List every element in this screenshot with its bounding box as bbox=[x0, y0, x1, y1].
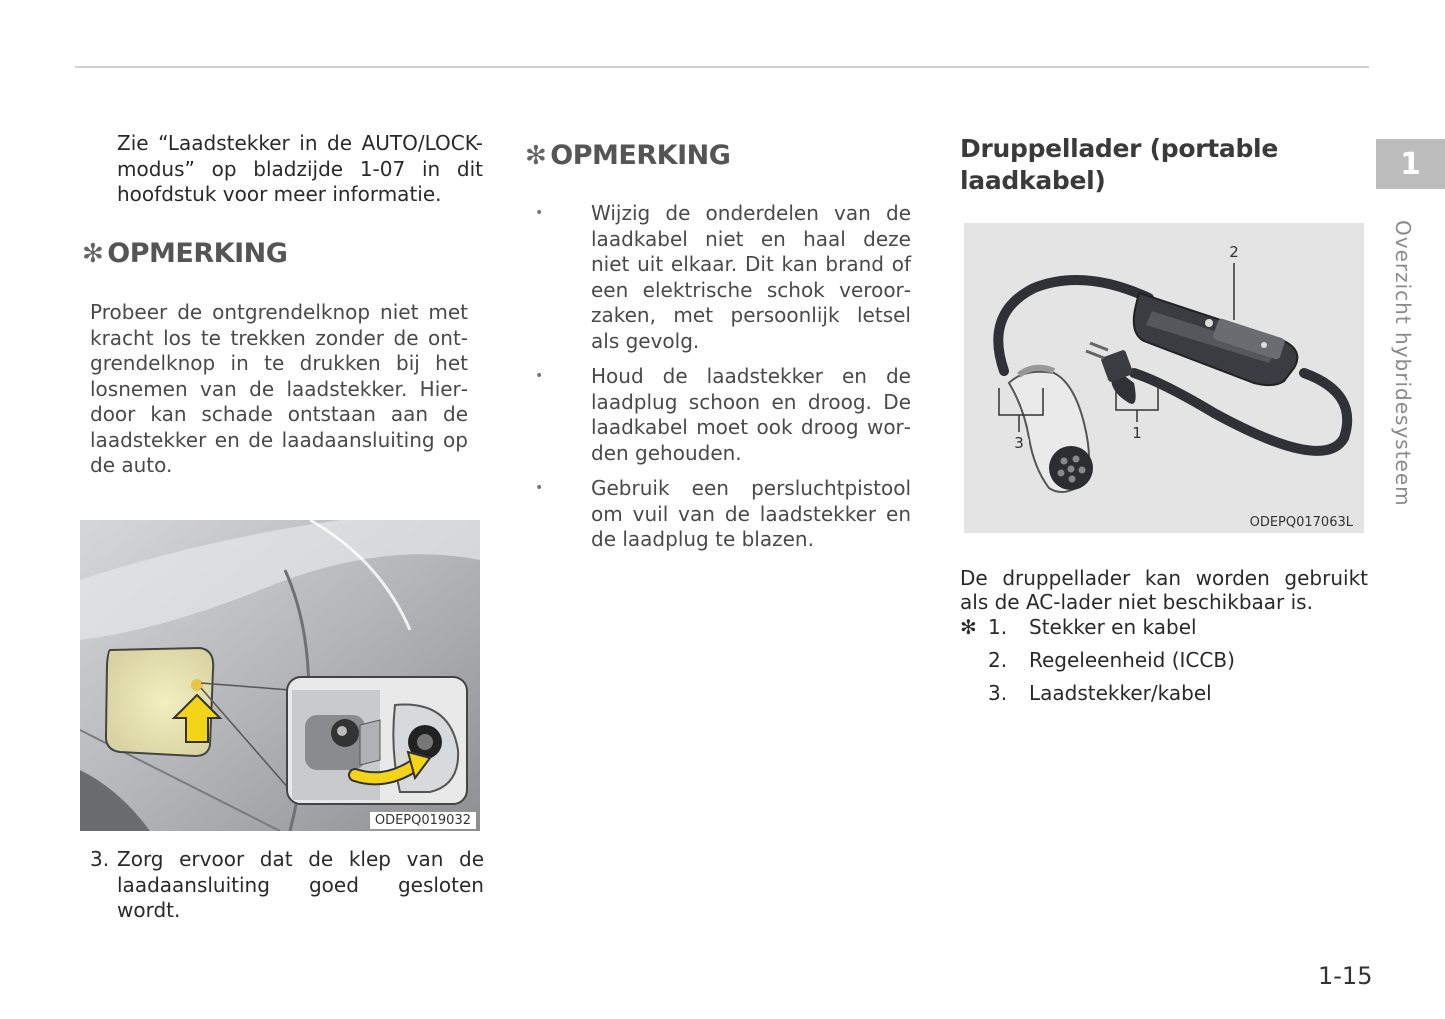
asterisk-icon: ✻ bbox=[82, 238, 104, 269]
list-item: 2. Regeleenheid (ICCB) bbox=[988, 648, 1235, 672]
step-number: 3. bbox=[90, 847, 110, 871]
note-text-1: Probeer de ontgrendelknop niet met kracht los te trekken zonder de ontgrendelknop in te drukken bij het losnemen van de laadstekker. Hierdoor kan schade ontstaan aan de laadstekker en de laadaansluiting op de auto. bbox=[90, 300, 468, 477]
list-item: • Gebruik een persluchtpistool om vuil van de laadstekker en de laadplug te blazen. bbox=[535, 476, 911, 551]
charge-port-figure bbox=[80, 520, 480, 831]
list-item: 3. Laadstekker/kabel bbox=[988, 681, 1212, 705]
list-item: • Wijzig de onderdelen van de laadkabel niet en haal deze niet uit elkaar. Dit kan brand of een elektrische schok veroorzaken, met persoonlijk letsel als gevolg. bbox=[535, 201, 911, 353]
figure-code-1: ODEPQ019032 bbox=[370, 812, 476, 829]
callout-3: 3 bbox=[1014, 434, 1024, 452]
parts-list bbox=[960, 615, 1360, 714]
car-charge-port-illustration bbox=[80, 520, 480, 831]
list-item: • Houd de laadstekker en de laadplug schoon en droog. De laadkabel moet ook droog worden gehouden. bbox=[535, 364, 911, 465]
note-heading-2 bbox=[525, 140, 915, 171]
note-title: OPMERKING bbox=[107, 238, 288, 269]
callout-1: 1 bbox=[1132, 424, 1142, 442]
bullet-icon: • bbox=[535, 368, 544, 384]
figure-code-2: ODEPQ017063L bbox=[1245, 514, 1358, 531]
note-bullets bbox=[525, 201, 911, 563]
section-heading: Druppellader (portable laadkabel) bbox=[960, 134, 1278, 195]
note-title-2: OPMERKING bbox=[550, 140, 731, 171]
chapter-title: Overzicht hybridesysteem bbox=[1391, 220, 1415, 507]
intro-paragraph: Zie “Laadstekker in de AUTO/LOCK-modus” op bladzijde 1-07 in dit hoofdstuk voor meer informatie. bbox=[117, 131, 483, 206]
chapter-tab: 1 bbox=[1376, 139, 1445, 189]
bullet-icon: • bbox=[535, 480, 544, 496]
bullet-icon: • bbox=[535, 205, 544, 221]
callout-2: 2 bbox=[1229, 243, 1239, 261]
portable-charger-figure bbox=[964, 223, 1364, 533]
header-rule bbox=[75, 66, 1369, 68]
note-block-2 bbox=[525, 140, 915, 171]
asterisk-icon: ✻ bbox=[960, 615, 977, 639]
page-number: 1-15 bbox=[1318, 962, 1373, 990]
portable-charger-illustration bbox=[964, 223, 1364, 533]
description-paragraph: De druppellader kan worden gebruikt als de AC-lader niet beschikbaar is. bbox=[960, 566, 1368, 614]
note-block-1 bbox=[82, 238, 482, 269]
step-text: Zorg ervoor dat de klep van de laadaansluiting goed gesloten wordt. bbox=[117, 847, 484, 922]
list-item: ✻ 1. Stekker en kabel bbox=[960, 615, 1197, 639]
note-heading bbox=[82, 238, 482, 269]
asterisk-icon: ✻ bbox=[525, 140, 547, 171]
step-3 bbox=[90, 847, 484, 924]
